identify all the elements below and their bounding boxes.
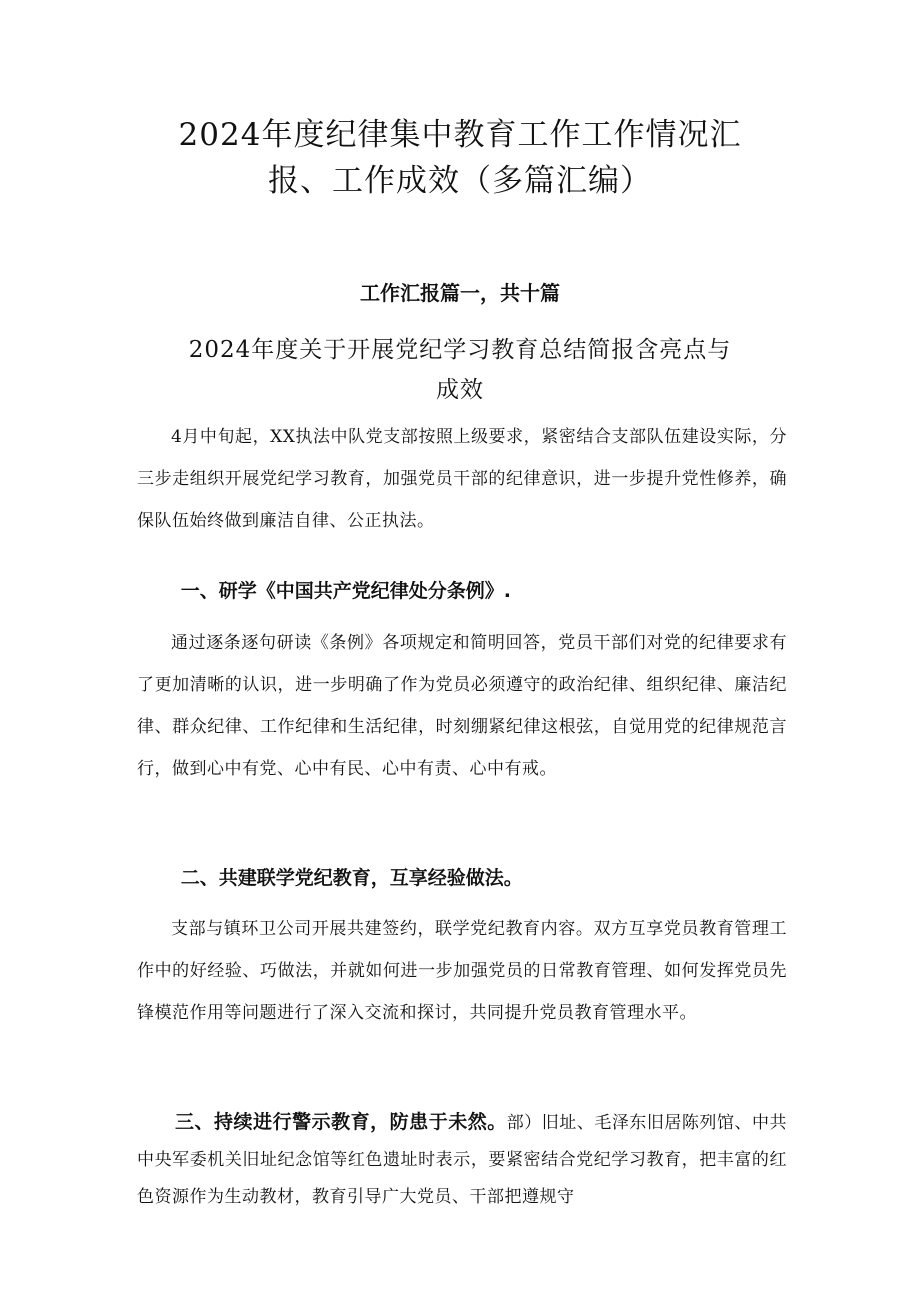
- document-title: [130, 112, 790, 204]
- section-head: 工作汇报篇一，共十篇: [360, 281, 560, 305]
- heading-two: 二、共建联学党纪教育，互享经验做法。: [180, 867, 523, 889]
- document-title-line1: 2024年度纪律集中教育工作工作情况汇: [178, 117, 742, 153]
- document-title-line2: 报、工作成效（多篇汇编）: [268, 163, 652, 199]
- heading-one: 一、研学《中国共产党纪律处分条例》.: [180, 580, 511, 602]
- paragraph-three: [137, 1104, 787, 1216]
- article-title: [140, 330, 780, 410]
- paragraph-three-text: 部）旧址、毛泽东旧居陈列馆、中共中央军委机关旧址纪念馆等红色遗址时表示，要紧密结合党纪学习教育，把丰富的红色资源作为生动教材，教育引导广大党员、干部把遵规守: [137, 1113, 787, 1207]
- heading-three: 三、持续进行警示教育，防患于未然。: [175, 1111, 507, 1133]
- article-title-line2: 成效: [436, 377, 484, 403]
- paragraph-one: 通过逐条逐句研读《条例》各项规定和简明回答，党员干部们对党的纪律要求有了更加清晰的认识，进一步明确了作为党员必须遵守的政治纪律、组织纪律、廉洁纪律、群众纪律、工作纪律和生活纪律，时刻绷紧纪律这根弦，自觉用党的纪律规范言行，做到心中有党、心中有民、心中有责、心中有戒。: [137, 633, 787, 779]
- intro-paragraph: 4月中旬起，XX执法中队党支部按照上级要求，紧密结合支部队伍建设实际，分三步走组织开展党纪学习教育，加强党员干部的纪律意识，进一步提升党性修养，确保队伍始终做到廉洁自律、公正执法。: [137, 427, 787, 531]
- paragraph-two: 支部与镇环卫公司开展共建签约，联学党纪教育内容。双方互享党员教育管理工作中的好经验、巧做法，并就如何进一步加强党员的日常教育管理、如何发挥党员先锋模范作用等问题进行了深入交流和探讨，共同提升党员教育管理水平。: [137, 919, 787, 1023]
- article-title-line1: 2024年度关于开展党纪学习教育总结简报含亮点与: [188, 337, 732, 363]
